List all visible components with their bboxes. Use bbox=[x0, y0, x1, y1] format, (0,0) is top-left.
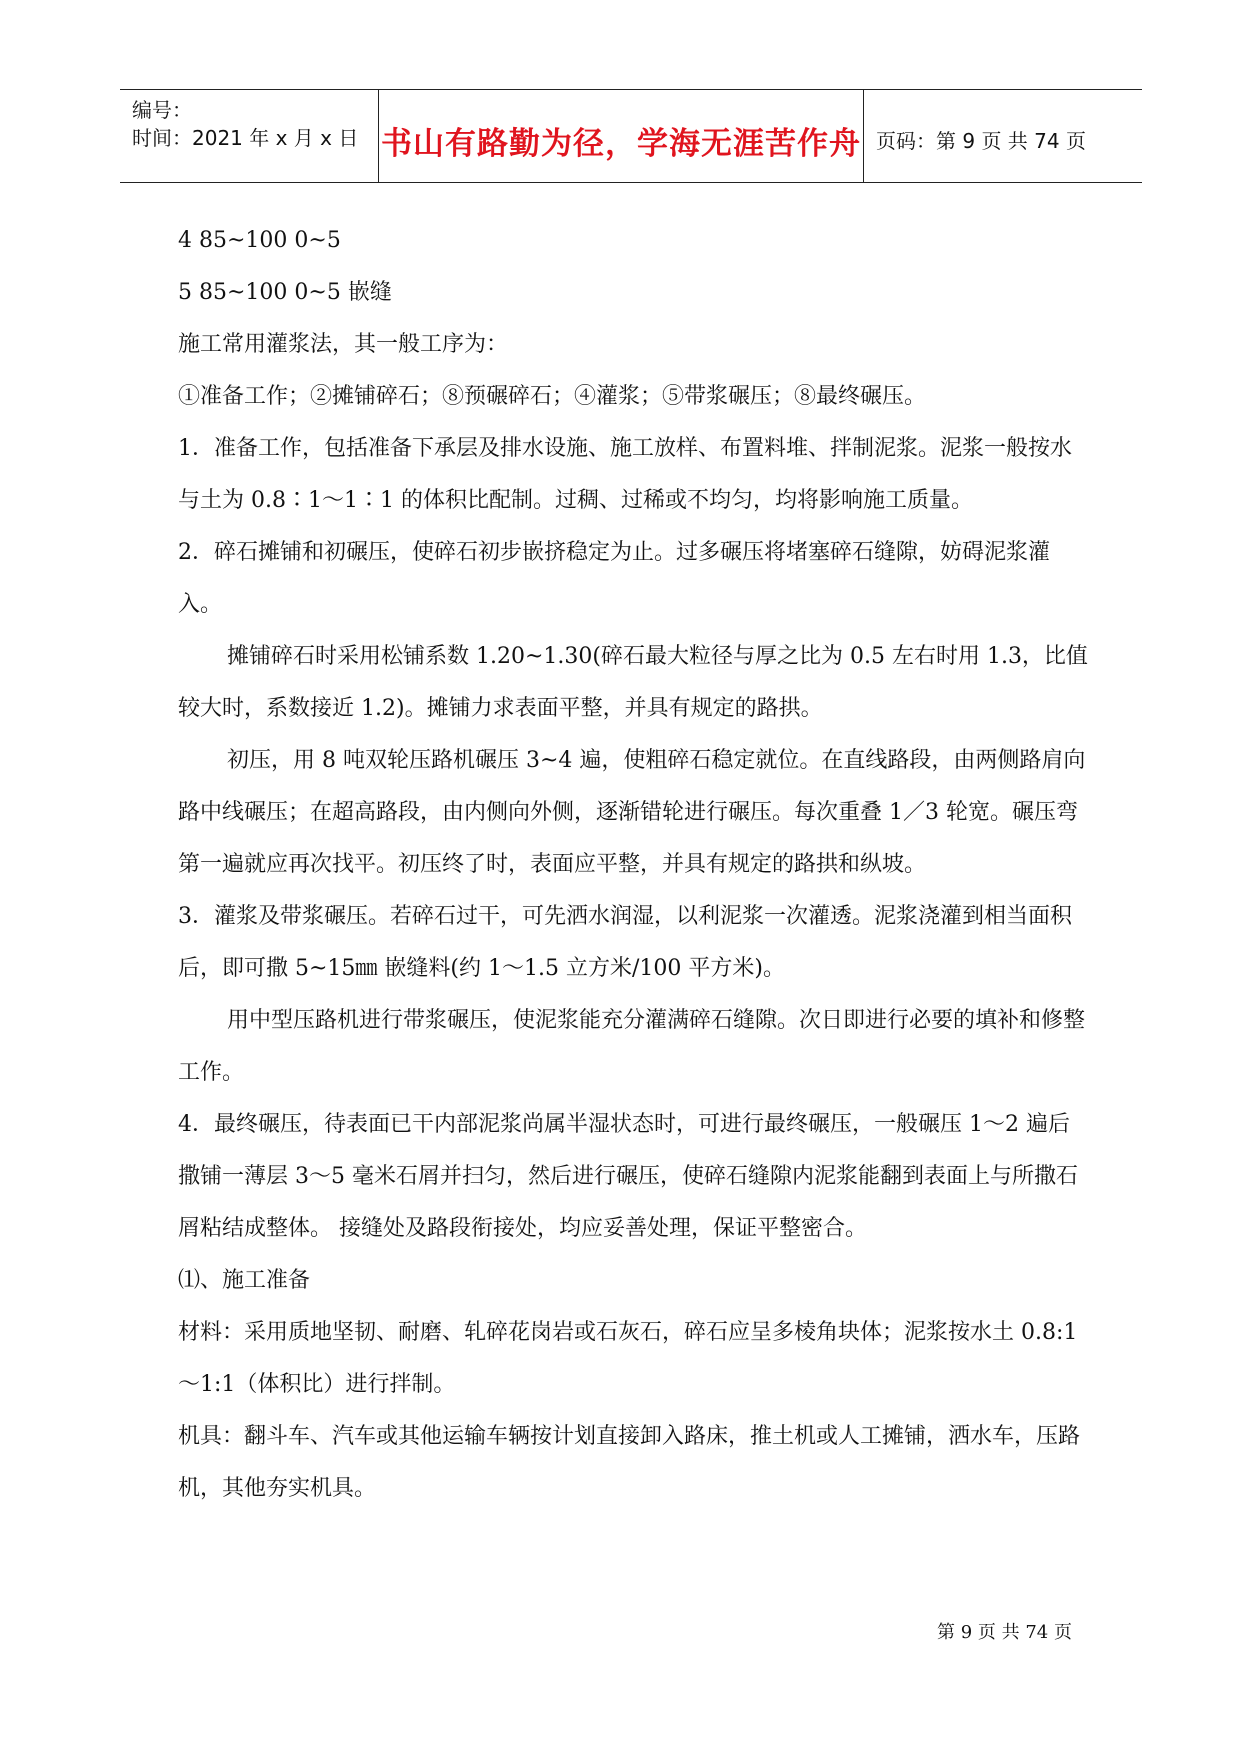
paragraph: 2．碎石摊铺和初碾压，使碎石初步嵌挤稳定为止。过多碾压将堵塞碎石缝隙，妨碍泥浆灌入。 bbox=[178, 540, 1051, 617]
section-heading: ⑴、施工准备 bbox=[178, 1268, 311, 1293]
paragraph: 摊铺碎石时采用松铺系数 1.20~1.30(碎石最大粒径与厚之比为 0.5 左右时用 1.3，比值较大时，系数接近 1.2)。摊铺力求表面平整，并具有规定的路拱。 bbox=[178, 644, 1088, 721]
paragraph: 4 85~100 0~5 bbox=[178, 228, 341, 253]
paragraph: 4．最终碾压，待表面已干内部泥浆尚属半湿状态时，可进行最终碾压，一般碾压 1～2 遍后撒铺一薄层 3～5 毫米石屑并扫匀，然后进行碾压，使碎石缝隙内泥浆能翻到表面上与所撒石屑粘结成整体。 接缝处及路段衔接处，均应妥善处理，保证平整密合。 bbox=[178, 1112, 1078, 1241]
paragraph: 材料：采用质地坚韧、耐磨、轧碎花岗岩或石灰石，碎石应呈多棱角块体；泥浆按水土 0.8:1～1:1（体积比）进行拌制。 bbox=[178, 1320, 1078, 1397]
document-time-label: 时间：2021 年 x 月 x 日 bbox=[132, 126, 359, 150]
paragraph: 施工常用灌浆法，其一般工序为： bbox=[178, 332, 509, 357]
paragraph: 初压，用 8 吨双轮压路机碾压 3~4 遍，使粗碎石稳定就位。在直线路段，由两侧路肩向路中线碾压；在超高路段，由内侧向外侧，逐渐错轮进行碾压。每次重叠 1／3 轮宽。碾压弯第一遍就应再次找平。初压终了时，表面应平整，并具有规定的路拱和纵坡。 bbox=[178, 748, 1086, 877]
document-body bbox=[178, 215, 1088, 1515]
header-motto-cell bbox=[378, 90, 864, 182]
document-number-label: 编号： bbox=[132, 98, 192, 122]
paragraph: ①准备工作；②摊铺碎石；⑧预碾碎石；④灌浆；⑤带浆碾压；⑧最终碾压。 bbox=[178, 384, 927, 409]
paragraph: 1．准备工作，包括准备下承层及排水设施、施工放样、布置料堆、拌制泥浆。泥浆一般按水与土为 0.8∶1～1∶1 的体积比配制。过稠、过稀或不均匀，均将影响施工质量。 bbox=[178, 436, 1073, 513]
page-header bbox=[120, 89, 1142, 183]
page-footer: 第 9 页 共 74 页 bbox=[937, 1622, 1072, 1643]
paragraph: 5 85~100 0~5 嵌缝 bbox=[178, 280, 392, 305]
header-meta-cell bbox=[120, 90, 378, 182]
paragraph: 机具：翻斗车、汽车或其他运输车辆按计划直接卸入路床，推土机或人工摊铺，洒水车，压路机，其他夯实机具。 bbox=[178, 1424, 1081, 1501]
header-page-code: 页码：第 9 页 共 74 页 bbox=[876, 129, 1086, 153]
paragraph: 3．灌浆及带浆碾压。若碎石过干，可先洒水润湿，以利泥浆一次灌透。泥浆浇灌到相当面积后，即可撒 5~15㎜ 嵌缝料(约 1～1.5 立方米/100 平方米)。 bbox=[178, 904, 1073, 981]
header-page-cell bbox=[864, 90, 1142, 182]
paragraph: 用中型压路机进行带浆碾压，使泥浆能充分灌满碎石缝隙。次日即进行必要的填补和修整工作。 bbox=[178, 1008, 1086, 1085]
header-motto: 书山有路勤为径，学海无涯苦作舟 bbox=[381, 126, 861, 162]
